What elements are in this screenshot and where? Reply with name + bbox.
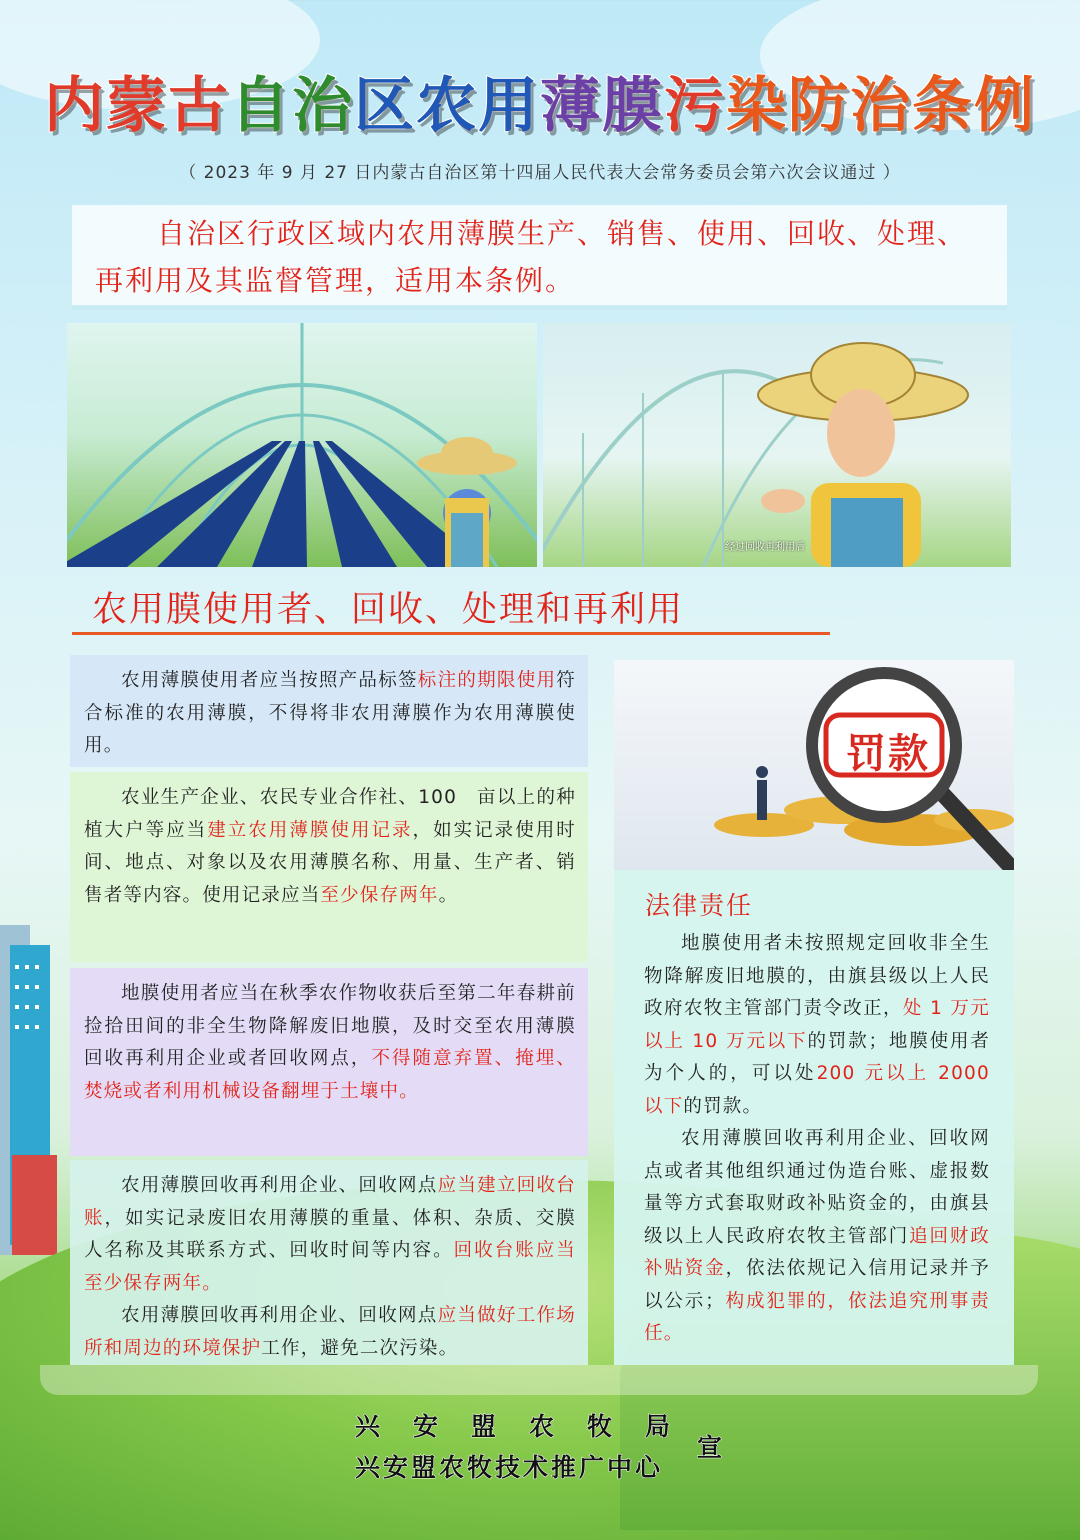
title-part: 染防治条例 xyxy=(726,71,1036,141)
paragraph-box-records xyxy=(70,772,588,962)
divider xyxy=(72,306,1007,310)
highlight-text: 不得随意弃置、掩埋、焚烧或者利用机械设备翻埋于土壤中。 xyxy=(84,1048,576,1102)
text: 农业生产企业、农民专业合作社、100 亩以上的种植大户等应当 xyxy=(84,787,576,841)
highlight-text: 回收台账应当至少保存两年。 xyxy=(84,1240,576,1294)
section-underline xyxy=(72,632,830,635)
intro-text: 自治区行政区域内农用薄膜生产、销售、使用、回收、处理、再利用及其监督管理，适用本条例。 xyxy=(95,217,968,297)
highlight-text: 应当建立回收台账 xyxy=(84,1175,576,1229)
text: 的罚款。 xyxy=(683,1095,763,1117)
legal-liability-text xyxy=(644,928,990,1351)
paragraph xyxy=(84,1300,576,1365)
highlight-text: 200 元以上 2000 以下 xyxy=(644,1063,990,1117)
text: 农用薄膜回收再利用企业、回收网点或者其他组织通过伪造台账、虚报数量等方式套取财政补贴资金的，由旗县级以上人民政府农牧主管部门 xyxy=(644,1128,990,1247)
farmer-illustration xyxy=(543,323,1011,567)
text: 农用薄膜使用者应当按照产品标签 xyxy=(121,670,418,691)
text: ，如实记录废旧农用薄膜的重量、体积、杂质、交膜人名称及其联系方式、回收时间等内容。 xyxy=(84,1207,577,1261)
paragraph xyxy=(644,1123,990,1351)
text: 地膜使用者未按照规定回收非全生物降解废旧地膜的，由旗县级以上人民政府农牧主管部门责令改正， xyxy=(644,933,990,1019)
poster-title xyxy=(0,58,1080,144)
paragraph xyxy=(644,928,990,1123)
text: 的罚款；地膜使用者为个人的，可以处 xyxy=(644,1030,990,1084)
paragraph xyxy=(84,665,576,763)
text: 农用薄膜回收再利用企业、回收网点 xyxy=(121,1175,438,1196)
highlight-text: 构成犯罪的，依法追究刑事责任。 xyxy=(644,1290,990,1344)
highlight-text: 标注的期限使用 xyxy=(417,670,557,691)
text: 地膜使用者应当在秋季农作物收获后至第二年春耕前捡拾田间的非全生物降解废旧地膜，及时交至农用薄膜回收再利用企业或者回收网点， xyxy=(84,983,576,1069)
paragraph-box-recycling xyxy=(70,1160,588,1365)
publish-mark: 宣 xyxy=(697,1433,723,1462)
text: 工作，避免二次污染。 xyxy=(261,1337,459,1359)
title-part: 区农用 xyxy=(354,71,540,141)
bottom-panel xyxy=(40,1365,1038,1395)
title-part: 自治 xyxy=(230,71,354,141)
title-part: 内蒙古 xyxy=(44,71,230,141)
publisher-center: 兴安盟农牧技术推广中心 xyxy=(355,1453,664,1482)
greenhouse-illustration xyxy=(67,323,537,567)
paragraph-box-usage xyxy=(70,655,588,767)
highlight-text: 应当做好工作场所和周边的环境保护 xyxy=(84,1305,576,1359)
image-caption: 经过回收再利用后 xyxy=(725,542,805,553)
paragraph-box-collection xyxy=(70,968,588,1156)
text: ，如实记录使用时间、地点、对象以及农用薄膜名称、用量、生产者、销售者等内容。使用记录应当 xyxy=(84,819,576,906)
legal-liability-title: 法律责任 xyxy=(645,891,754,920)
farmer-drawing xyxy=(543,323,1011,567)
text: 农用薄膜回收再利用企业、回收网点 xyxy=(121,1305,438,1326)
background-city-buildings xyxy=(0,925,70,1255)
greenhouse-drawing xyxy=(67,323,537,567)
paragraph xyxy=(84,978,576,1108)
publisher-bureau: 兴安盟农牧局 xyxy=(355,1412,704,1441)
title-part: 污 xyxy=(664,71,726,141)
title-part: 薄膜 xyxy=(540,71,664,141)
adoption-note: （ 2023 年 9 月 27 日内蒙古自治区第十四届人民代表大会常务委员会第六次会议通过 ） xyxy=(179,163,901,183)
magnifier-coins-drawing xyxy=(614,660,1014,870)
fine-label: 罚款 xyxy=(846,731,930,777)
highlight-text: 建立农用薄膜使用记录 xyxy=(207,819,413,841)
fine-illustration xyxy=(614,660,1014,870)
section-title: 农用膜使用者、回收、处理和再利用 xyxy=(92,590,685,630)
paragraph xyxy=(84,1170,576,1300)
text: 。 xyxy=(438,884,459,906)
highlight-text: 追回财政补贴资金 xyxy=(644,1225,990,1279)
text: 符合标准的农用薄膜，不得将非农用薄膜作为农用薄膜使用。 xyxy=(84,670,576,756)
text: ，依法依规记入信用记录并予以公示； xyxy=(644,1258,990,1312)
paragraph xyxy=(84,782,576,912)
highlight-text: 至少保存两年 xyxy=(320,884,439,906)
highlight-text: 处 1 万元以上 10 万元以下 xyxy=(644,998,990,1052)
